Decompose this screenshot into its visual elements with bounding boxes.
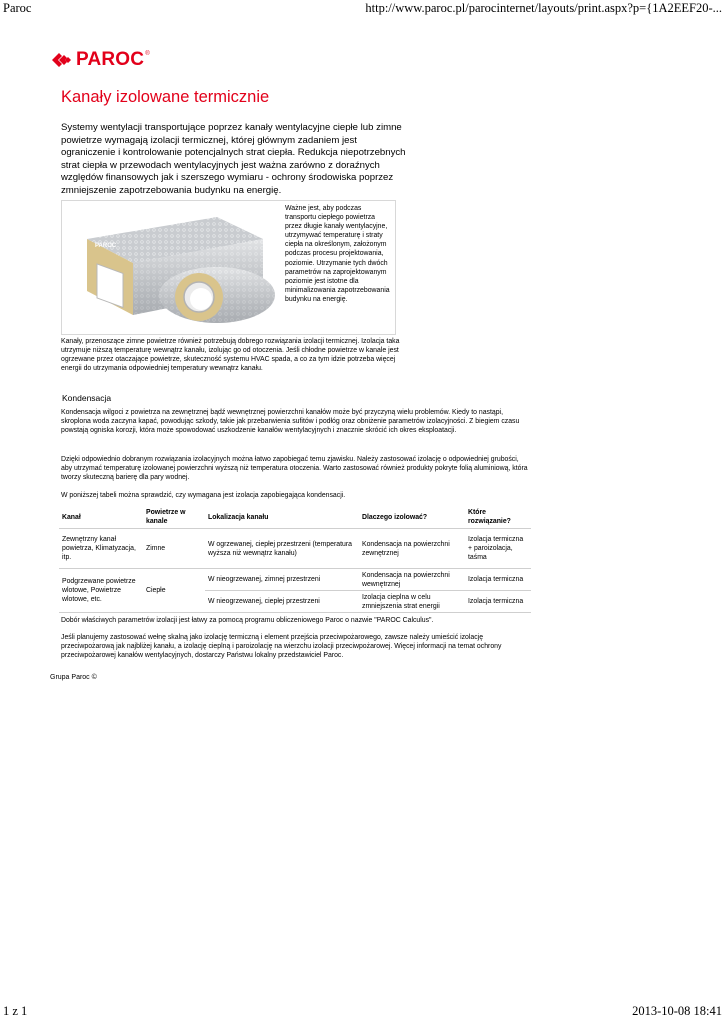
table-header-cell: Powietrze w kanale	[143, 506, 205, 529]
table-cell-kanal: Podgrzewane powietrze wlotowe, Powietrze wlotowe, etc.	[59, 569, 143, 613]
table-cell-dlaczego: Kondensacja na powierzchni wewnętrznej	[359, 569, 465, 591]
paroc-logo	[50, 48, 150, 72]
logo-wordmark: PAROC	[76, 49, 145, 70]
table-header-cell: Które rozwiązanie?	[465, 506, 531, 529]
paragraph-condensation-problems: Kondensacja wilgoci z powietrza na zewnętrznej bądź wewnętrznej powierzchni kanałów może być przyczyną wielu problemów. Kiedy to nastąpi, skroplona woda zaczyna kapać, powodując szkody, takie jak przebarwienia sufitów i podłóg oraz obniżenie parametrów izolacyjności. Z biegiem czasu powstają ogniska korozji, która może spowodować uszkodzenie kanałów wentylacyjnych i znacznie skrócić ich okres eksploatacji.	[61, 409, 520, 435]
print-header-title: Paroc	[3, 1, 32, 15]
duct-brand-label: PAROC	[95, 243, 117, 249]
cold-air-paragraph: Kanały, przenoszące zimne powietrze również potrzebują dobrego rozwiązania izolacji termicznej. Izolacja taka utrzymuje niższą temperaturę wewnątrz kanału, izolując go od otoczenia. Jeśli chłodne powietrze w kanale jest ogrzewane przez otaczające powietrze, skuteczność systemu HVAC spada, a co za tym idzie potrzeba więcej energii do utrzymania odpowiedniej temperatury wewnątrz kanału.	[61, 338, 400, 373]
table-cell-lokalizacja: W nieogrzewanej, zimnej przestrzeni	[205, 569, 359, 591]
feature-box	[61, 200, 396, 335]
print-footer-date: 2013-10-08 18:41	[632, 1004, 722, 1018]
table-cell-rozwiazanie: Izolacja termiczna	[465, 591, 531, 613]
table-cell-rozwiazanie: Izolacja termiczna	[465, 569, 531, 591]
section-title-kondensacja: Kondensacja	[62, 393, 112, 403]
table-header-cell: Dlaczego izolować?	[359, 506, 465, 529]
table-cell-lokalizacja: W ogrzewanej, ciepłej przestrzeni (temperatura wyższa niż wewnątrz kanału)	[205, 529, 359, 569]
insulation-table	[59, 506, 531, 613]
intro-paragraph: Systemy wentylacji transportujące poprzez kanały wentylacyjne ciepłe lub zimne powietrze wymagają izolacji termicznej, której głównym zadaniem jest ograniczenie i kontrolowanie potencjalnych strat ciepła. Redukcja niepotrzebnych strat ciepła w przewodach wentylacyjnych jest ważna zarówno z doraźnych względów finansowych jak i szerszego wymiaru - ochrony środowiska poprzez zmniejszenie zapotrzebowania budynku na energię.	[61, 122, 406, 196]
table-cell-powietrze: Zimne	[143, 529, 205, 569]
page-title: Kanały izolowane termicznie	[61, 88, 270, 106]
table-cell-rozwiazanie: Izolacja termiczna + paroizolacja, taśma	[465, 529, 531, 569]
table-header-cell: Lokalizacja kanału	[205, 506, 359, 529]
table-cell-lokalizacja: W nieogrzewanej, ciepłej przestrzeni	[205, 591, 359, 613]
table-cell-powietrze: Ciepłe	[143, 569, 205, 613]
table-cell-dlaczego: Kondensacja na powierzchni zewnętrznej	[359, 529, 465, 569]
paroc-logo-icon	[50, 48, 74, 72]
logo-registered-mark: ®	[145, 51, 150, 57]
paragraph-calculus: Dobór właściwych parametrów izolacji jest łatwy za pomocą programu obliczeniowego Paroc o nazwie "PAROC Calculus".	[61, 617, 434, 624]
paragraph-condensation-prevention: Dzięki odpowiednio dobranym rozwiązania izolacyjnych można łatwo zapobiegać temu zjawisku. Należy zastosować izolację o odpowiedniej grubości, aby utrzymać temperaturę izolowanej powierzchni wyższą niż temperatura otoczenia. Warto zastosować również produkty pokryte folią aluminiową, która tworzy skuteczną barierę dla pary wodnej.	[61, 456, 528, 482]
copyright-text: Grupa Paroc ©	[50, 674, 97, 681]
insulated-duct-image	[67, 209, 279, 329]
table-row	[59, 529, 531, 569]
print-footer-page: 1 z 1	[3, 1004, 28, 1018]
table-row	[59, 569, 531, 591]
table-header-row	[59, 506, 531, 529]
table-cell-dlaczego: Izolacja cieplna w celu zmniejszenia strat energii	[359, 591, 465, 613]
table-cell-kanal: Zewnętrzny kanał powietrza, Klimatyzacja, itp.	[59, 529, 143, 569]
print-header-url: http://www.paroc.pl/parocinternet/layouts/print.aspx?p={1A2EEF20-...	[365, 1, 722, 15]
table-header-cell: Kanał	[59, 506, 143, 529]
paragraph-fire-protection: Jeśli planujemy zastosować wełnę skalną jako izolację termiczną i element przejścia przeciwpożarowego, zawsze należy umieścić izolację przeciwpożarową jak najbliżej kanału, a izolację cieplną i paroizolację na wierzchu izolacji przeciwpożarowej. Więcej informacji na temat ochrony przeciwpożarowej kanałów wentylacyjnych, dostarczy Państwu lokalny przedstawiciel Paroc.	[61, 634, 502, 660]
paragraph-table-intro: W poniższej tabeli można sprawdzić, czy wymagana jest izolacja zapobiegająca kondensacji.	[61, 492, 346, 499]
feature-side-text: Ważne jest, aby podczas transportu ciepłego powietrza przez długie kanały wentylacyjne, utrzymywać temperaturę i straty ciepła na określonym, założonym podczas procesu projektowania, poziomie. Utrzymanie tych dwóch parametrów na zaprojektowanym poziomie jest istotne dla minimalizowania zapotrzebowania budynku na energię.	[285, 205, 390, 303]
